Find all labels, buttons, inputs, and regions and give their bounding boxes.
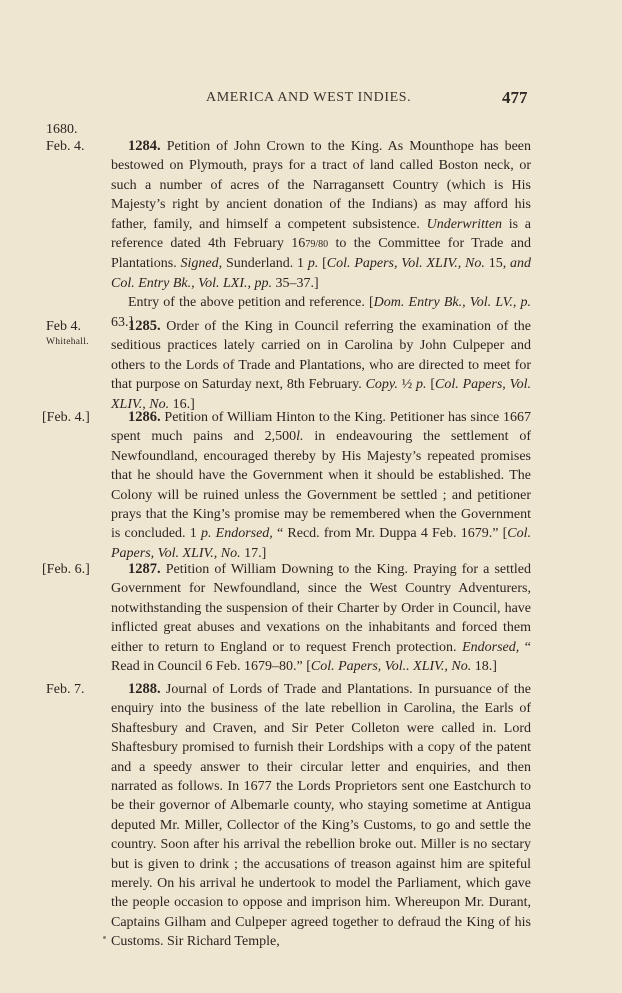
entry-number: 1287. bbox=[128, 561, 161, 577]
fraction: 79/80 bbox=[305, 239, 329, 251]
entry-date: [Feb. 4.] bbox=[42, 410, 90, 425]
entry-body: 1288. Journal of Lords of Trade and Plantations. In pursuance of the enquiry into the business of the late rebellion in Carolina, the Earls of Shaftesbury and Craven, and Sir Peter Colleton were called in. Lord Shaftesbury promised to furnish their Lordships with a copy of the patent and a speedy answer to their circular letter and enquiries, and then narrated as follows. In 1677 the Lords Proprietors sent one Eastchurch to be their governor of Albemarle county, who staying sometime at Antigua deputed Mr. Miller, Collector of the King’s Customs, to go and settle the country. Soon after his arrival the rebellion broke out. Miller is no sectary but is given to drink ; the accusations of treason against him are spiteful merely. On his arrival he undertook to model the Parliament, which gave the people occasion to oppose and imprison him. Whereupon Mr. Durant, Captains Gilham and Culpeper agreed together to defraud the King of his Customs. Sir Richard Temple, bbox=[111, 681, 531, 950]
paper-speck bbox=[103, 936, 106, 939]
entry-date: [Feb. 6.] bbox=[42, 562, 90, 577]
page-number: 477 bbox=[502, 88, 528, 107]
running-title: AMERICA AND WEST INDIES. bbox=[206, 90, 412, 105]
entry-body: 1284. Petition of John Crown to the King. As Mounthope has been bestowed on Plymouth, prays for a tract of land called Boston neck, or such a number of acres of the Narragansett Country (which is His Majesty’s right by ancient donation of the Indians) as may afford his father, family, and himself a competent subsistence. Underwritten is a reference dated 4th February 1679/80 to the Committee for Trade and Plantations. Signed, Sunderland. 1 p. [Col. Papers, Vol. XLIV., No. 15, and Col. Entry Bk., Vol. LXI., pp. 35–37.] Entry of the above petition and reference. [Dom. Entry Bk., Vol. LV., p. 63.] bbox=[111, 137, 531, 332]
entry-body: 1285. Order of the King in Council referring the examination of the seditious practices lately carried on in Carolina by John Culpeper and others to the Lords of Trade and Plantations, who are directed to meet for that purpose on Saturday next, 8th February. Copy. ½ p. [Col. Papers, Vol. XLIV., No. 16.] bbox=[111, 318, 532, 412]
entry-body: 1287. Petition of William Downing to the King. Praying for a settled Government for Newfoundland, since the West Country Adventurers, notwithstanding the suspension of their Charter by Order in Council, have inflicted great abuses and vexations on the inhabitants and forced them either to return to England or to request French protection. Endorsed, “ Read in Council 6 Feb. 1679–80.” [Col. Papers, Vol.. XLIV., No. 18.] bbox=[111, 561, 531, 675]
running-head bbox=[0, 88, 622, 110]
entry-date: Feb 4. Whitehall. bbox=[46, 319, 89, 347]
year-label: 1680. bbox=[46, 122, 78, 137]
entry-subparagraph: Entry of the above petition and reference. [Dom. Entry Bk., Vol. LV., p. 63.] bbox=[111, 295, 531, 330]
entry-number: 1286. bbox=[128, 409, 161, 425]
entry-date: Feb. 4. bbox=[46, 139, 85, 154]
entry-body: 1286. Petition of William Hinton to the King. Petitioner has since 1667 spent much pains and 2,500l. in endeavouring the settlement of Newfoundland, encouraged thereby by His Majesty’s repeated promises that he should have the Government when it should be established. The Colony will be ruined unless the Government be settled ; and petitioner prays that the King’s promise may be remembered when the Government is concluded. 1 p. Endorsed, “ Recd. from Mr. Duppa 4 Feb. 1679.” [Col. Papers, Vol. XLIV., No. 17.] bbox=[111, 409, 532, 561]
entry-date: Feb. 7. bbox=[46, 682, 85, 697]
entry-number: 1284. bbox=[128, 138, 161, 154]
entry-place: Whitehall. bbox=[46, 337, 89, 347]
entry-number: 1288. bbox=[128, 681, 161, 697]
entry-number: 1285. bbox=[128, 318, 161, 334]
